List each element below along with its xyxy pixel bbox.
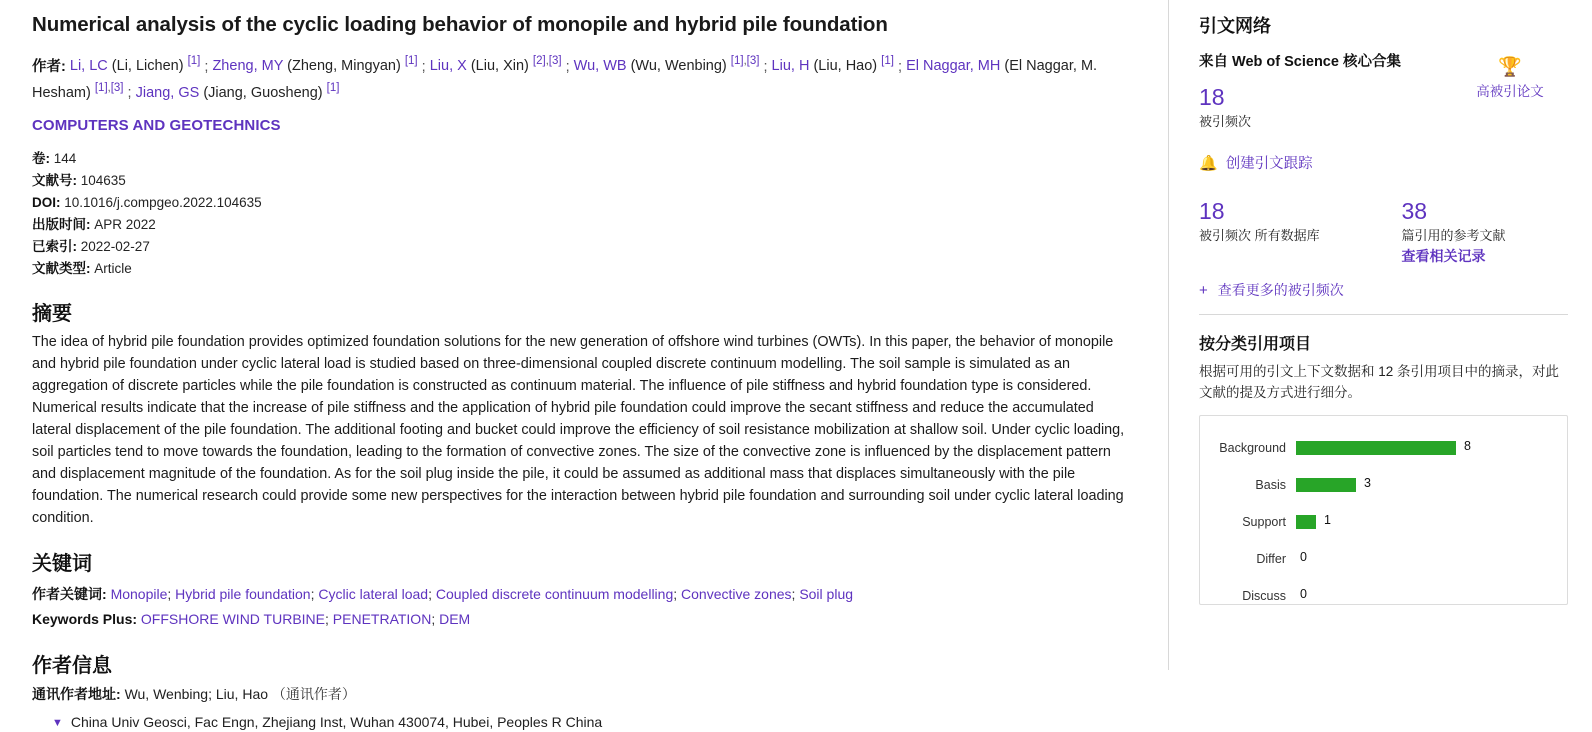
page-title: Numerical analysis of the cyclic loading behavior of monopile and hybrid pile foundation [32,13,888,36]
bar-fill [1296,515,1316,529]
author-link[interactable]: Li, LC [69,58,108,75]
meta-value: 144 [53,151,77,167]
stat-all-databases [1199,199,1366,266]
author-entry [573,55,764,75]
author-affiliation-ref[interactable]: [1] [881,55,894,68]
meta-value: 2022-02-27 [80,238,150,254]
author-separator: ; [898,58,903,75]
meta-row [32,148,1134,170]
keyword-link[interactable]: Monopile [110,586,168,603]
all-db-label: 被引频次 所有数据库 [1199,228,1320,244]
keyword-link[interactable]: Convective zones [681,586,792,603]
author-affiliation-ref[interactable]: [1] [326,81,340,94]
author-fullname: (Wu, Wenbing) [630,58,727,75]
bar-track [1296,478,1555,492]
create-alert-label[interactable]: 创建引文跟踪 [1225,156,1313,173]
keyword-link[interactable]: DEM [439,610,471,627]
author-entry [69,55,205,75]
author-fullname: (Liu, Xin) [470,58,529,75]
bar-value: 1 [1324,513,1331,528]
author-info-heading: 作者信息 [32,655,112,678]
abstract-heading: 摘要 [32,303,72,326]
author-separator: ; [127,84,132,101]
view-more-citations-row[interactable] [1199,280,1568,300]
trophy-icon: 🏆 [1498,57,1522,78]
meta-key: 出版时间: [32,216,91,232]
keyword-link[interactable]: OFFSHORE WIND TURBINE [140,610,325,627]
bar-track [1296,515,1555,529]
highly-cited-label[interactable]: 高被引论文 [1476,84,1544,99]
bar-value: 0 [1300,550,1307,565]
organization-name: China Univ Geosci, Fac Engn, Zhejiang Inst, Wuhan 430074, Hubei, Peoples R China [70,714,603,731]
meta-row [32,236,1134,258]
bar-value: 3 [1364,476,1371,491]
bar-label: Discuss [1242,589,1286,604]
author-affiliation-ref[interactable]: [3] [110,81,124,94]
keywords-plus-label: Keywords Plus: [32,610,138,627]
view-more-citations-label[interactable]: 查看更多的被引频次 [1217,282,1344,299]
authors-list [32,53,1134,106]
bar-label: Background [1219,441,1286,456]
author-entry [429,55,566,75]
meta-value: 104635 [80,173,126,189]
bar-label: Support [1242,515,1286,530]
author-fullname: (Zheng, Mingyan) [287,58,401,75]
corresponding-value: Wu, Wenbing; Liu, Hao [124,686,269,703]
author-fullname: (Liu, Hao) [813,58,878,75]
highly-cited-paper-badge[interactable] [1450,58,1570,100]
meta-value: APR 2022 [94,216,156,232]
author-separator: ; [763,58,768,75]
citation-stats [1199,199,1568,266]
abstract-text: The idea of hybrid pile foundation provides optimized foundation solutions for the new generation of offshore wind turbines (OWTs). In this paper, the behavior of monopile and hybrid pile foundation under cyclic lateral load is studied based on three-dimensional coupled discrete continuum modelling. The soil sample is simulated as an aggregation of discrete particles while the pile foundation is constructed as continuum material. The influence of pile stiffness and hybrid foundation type is considered. Numerical results indicate that the increase of pile stiffness and the application of hybrid pile foundation could improve the secant stiffness and reduce the accumulated lateral displacement of the pile foundation. The additional footing and bucket could improve the efficiency of soil resistance mobilization at shallow soil. Under cyclic loading, soil particles tend to move towards the foundation, leading to the formation of convective zones. The size of the convective zone is influenced by the displacement pattern and displacement magnitude of the foundation. As for the soil plug inside the pile, it could be assumed as additional mass that displaces simultaneously with the pile foundation. The numerical research could provide some new perspectives for the interaction between hybrid pile foundation and surrounding soil under cyclic lateral loading condition. [32,334,1125,526]
cited-refs-label: 篇引用的参考文献 [1401,228,1506,244]
author-affiliation-ref[interactable]: [2] [532,55,546,68]
keyword-link[interactable]: PENETRATION [332,610,432,627]
meta-row [32,258,1134,280]
author-link[interactable]: Jiang, GS [135,84,200,101]
citation-category-chart [1199,415,1568,605]
meta-row [32,170,1134,192]
bar-fill [1296,478,1356,492]
author-keywords-label: 作者关键词: [32,586,107,603]
meta-row [32,192,1134,214]
keyword-link[interactable]: Hybrid pile foundation [175,586,311,603]
meta-key: 已索引: [32,238,77,254]
author-entry [212,55,421,75]
author-affiliation-ref[interactable]: [3] [548,55,562,68]
author-entry [135,81,340,101]
bar-track [1296,552,1555,566]
author-keywords-row: 作者关键词: Monopile; Hybrid pile foundation; Cyclic lateral load; Coupled discrete continuum modelling; Convective zones; Soil plug [32,586,854,603]
ref-separator: , [743,55,747,68]
author-affiliation-ref[interactable]: [3] [746,55,760,68]
chart-bar-row[interactable] [1204,504,1555,541]
citation-network-sidebar [1168,0,1592,670]
author-fullname: (El Naggar, M. Hesham) [32,58,1098,101]
bar-label: Basis [1255,478,1286,493]
corresponding-label: 通讯作者地址: [32,686,121,703]
bar-label: Differ [1256,552,1286,567]
corresponding-address-row [32,684,1134,704]
author-link[interactable]: Wu, WB [573,58,627,75]
keywords-heading: 关键词 [32,553,92,576]
citation-category-description: 根据可用的引文上下文数据和 12 条引用项目中的摘录，对此文献的提及方式进行细分。 [1199,364,1560,400]
author-link[interactable]: Liu, H [771,58,810,75]
sidebar-title: 引文网络 [1199,16,1271,36]
all-db-count[interactable]: 18 [1199,198,1225,225]
citation-category-title: 按分类引用项目 [1199,336,1312,354]
bar-fill [1296,441,1456,455]
chart-bar-row[interactable] [1204,430,1555,467]
meta-value: 10.1016/j.compgeo.2022.104635 [64,194,262,210]
times-cited-label: 被引频次 [1199,114,1252,130]
author-affiliation-ref[interactable]: [1] [730,55,744,68]
author-fullname: (Jiang, Guosheng) [203,84,323,101]
stat-cited-references [1402,199,1569,266]
chart-bar-row[interactable] [1204,578,1555,615]
journal-name[interactable]: COMPUTERS AND GEOTECHNICS [32,117,281,135]
view-related-records-link[interactable]: 查看相关记录 [1401,248,1486,265]
meta-value: Article [94,260,132,276]
times-cited-number[interactable]: 18 [1199,84,1225,110]
bar-track [1296,441,1555,455]
author-separator: ; [565,58,570,75]
corresponding-note: （通讯作者） [271,686,356,703]
meta-key: 卷: [32,151,50,167]
keyword-link[interactable]: Cyclic lateral load [318,586,429,603]
plus-icon: + [1199,281,1208,299]
keywords-plus-row: Keywords Plus: OFFSHORE WIND TURBINE; PENETRATION; DEM [32,610,471,627]
author-entry [771,55,898,75]
author-fullname: (Li, Lichen) [111,58,184,75]
cited-refs-count[interactable]: 38 [1401,198,1428,225]
meta-row [32,214,1134,236]
meta-key: 文献类型: [32,260,91,276]
author-link[interactable]: Liu, X [429,58,467,75]
sidebar-source: 来自 Web of Science 核心合集 [1199,54,1401,70]
author-link[interactable]: El Naggar, MH [906,58,1001,75]
meta-key: 文献号: [32,173,77,189]
authors-label: 作者: [32,58,66,75]
sidebar-divider [1199,314,1568,315]
author-link[interactable]: Zheng, MY [212,58,284,75]
record-metadata [32,148,1134,279]
author-separator: ; [421,58,426,75]
meta-key: DOI: [32,194,61,210]
keyword-link[interactable]: Coupled discrete continuum modelling [435,586,674,603]
ref-separator: , [545,55,549,68]
bar-value: 8 [1464,439,1471,454]
keyword-link[interactable]: Soil plug [799,586,854,603]
author-affiliation-ref[interactable]: [1] [187,55,201,68]
author-affiliation-ref[interactable]: [1] [404,55,418,68]
ref-separator: , [107,81,111,94]
bell-icon: 🔔 [1199,154,1218,172]
create-citation-alert[interactable] [1199,152,1568,173]
author-separator: ; [204,58,209,75]
triangle-down-icon[interactable]: ▼ [52,717,63,730]
bar-track [1296,589,1555,603]
organization-row[interactable] [32,714,1134,732]
author-affiliation-ref[interactable]: [1] [94,81,108,94]
bar-value: 0 [1300,587,1307,602]
chart-bar-row[interactable] [1204,541,1555,578]
chart-bar-row[interactable] [1204,467,1555,504]
